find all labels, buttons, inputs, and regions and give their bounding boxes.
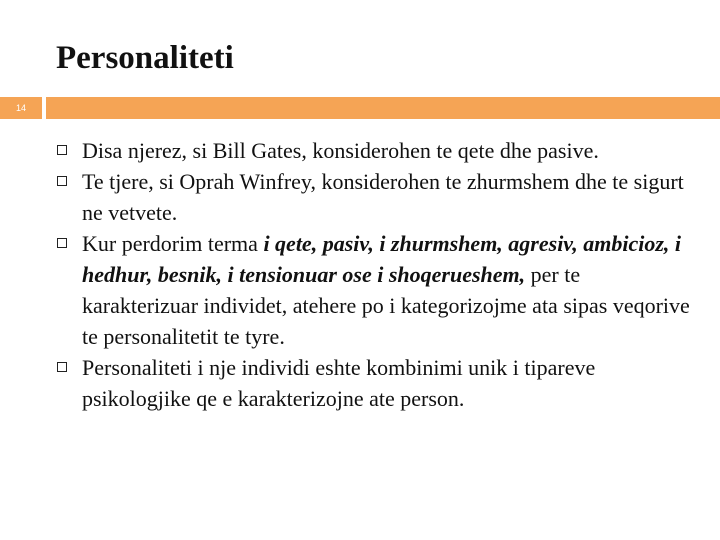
- emphasized-terms: i qete, pasiv, i zhurmshem, agresiv, ambicioz, i hedhur, besnik, i tensionuar ose i shoqerueshem,: [82, 231, 682, 287]
- list-item: [56, 166, 706, 228]
- bullet-text: Disa njerez, si Bill Gates, konsiderohen te qete dhe pasive.: [82, 138, 599, 163]
- square-bullet-icon: [56, 166, 82, 186]
- square-bullet-icon: [56, 228, 82, 248]
- list-item: [56, 228, 706, 352]
- bullet-list: [56, 135, 706, 414]
- accent-bar: [46, 97, 720, 119]
- square-bullet-icon: [56, 135, 82, 155]
- list-item: [56, 352, 706, 414]
- slide-title: Personaliteti: [56, 40, 234, 76]
- list-item: [56, 135, 706, 166]
- slide-number: 14: [0, 97, 42, 119]
- bullet-rest: per te karakterizuar individet, atehere po i kategorizojme ata sipas veqorive te personalitetit te tyre.: [82, 262, 690, 349]
- square-bullet-icon: [56, 352, 82, 372]
- bullet-text: Te tjere, si Oprah Winfrey, konsiderohen te zhurmshem dhe te sigurt ne vetvete.: [82, 169, 684, 225]
- bullet-text: [82, 228, 692, 352]
- bullet-intro: Kur perdorim terma: [82, 231, 264, 256]
- bullet-text: Personaliteti i nje individi eshte kombinimi unik i tipareve psikologjike qe e karakterizojne ate person.: [82, 355, 596, 411]
